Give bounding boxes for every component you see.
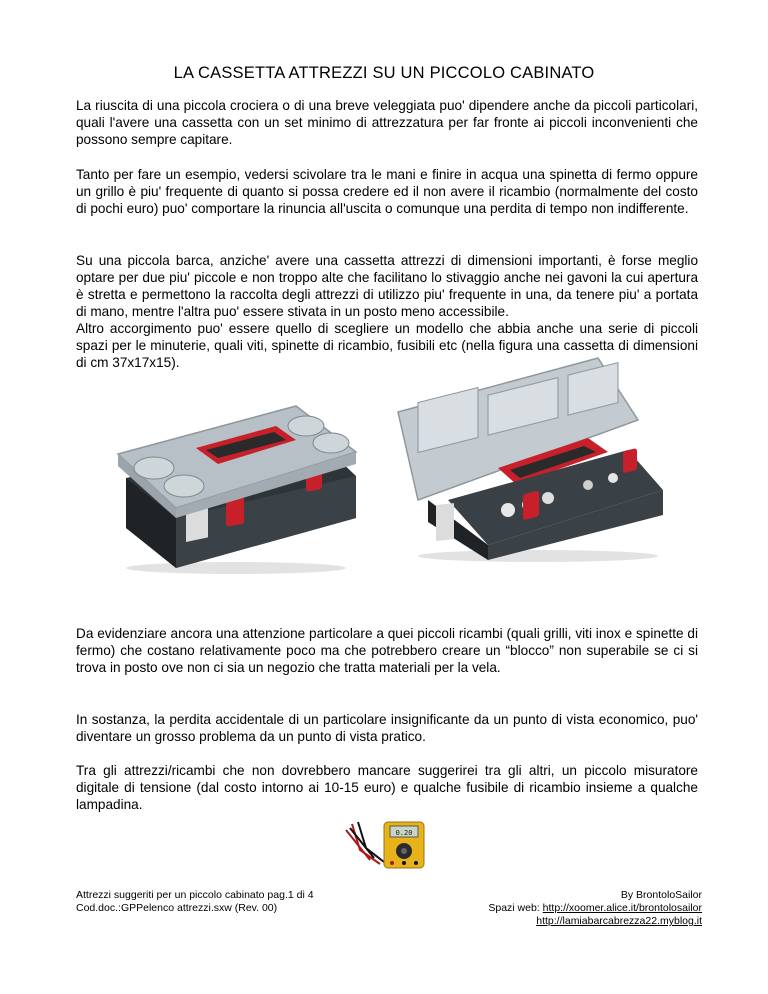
toolbox-closed-image bbox=[106, 368, 360, 578]
footer-link-xoomer[interactable]: http://xoomer.alice.it/brontolosailor bbox=[542, 902, 702, 914]
document-title: LA CASSETTA ATTREZZI SU UN PICCOLO CABINATO bbox=[173, 64, 595, 82]
paragraph-summary: In sostanza, la perdita accidentale di un particolare insignificante da un punto di vista economico, puo' diventare un grosso problema da un punto di vista pratico. bbox=[76, 712, 698, 744]
meter-display: 0.20 bbox=[395, 829, 413, 837]
footer-web-label: Spazi web: bbox=[488, 902, 540, 914]
paragraph-spare-parts: Da evidenziare ancora una attenzione particolare a quei piccoli ricambi (quali grilli, viti inox e spinette di fermo) che costano relativamente poco ma che potrebbero creare un “blocco” non superabile se ci si trova in posto ove non ci sia un negozio che tratta materiali per la vela. bbox=[76, 626, 698, 675]
paragraph-example: Tanto per fare un esempio, vedersi scivolare tra le mani e finire in acqua una spinetta di fermo oppure un grillo è piu' frequente di quanto si possa credere ed il non avere il ricambio (normalmente del costo di pochi euro) puo' comportare la rinuncia all'uscita o comunque una perdita di tempo non indifferente. bbox=[76, 167, 698, 216]
footer-link-myblog[interactable]: http://lamiabarcabrezza22.myblog.it bbox=[536, 915, 702, 927]
footer-page-info: Attrezzi suggeriti per un piccolo cabinato pag.1 di 4 bbox=[76, 889, 314, 901]
footer-author: By BrontoloSailor bbox=[620, 889, 702, 901]
footer-right bbox=[488, 889, 702, 928]
toolbox-open-image bbox=[388, 350, 672, 565]
footer-doc-code: Cod.doc.:GPPelenco attrezzi.sxw (Rev. 00) bbox=[76, 902, 278, 914]
footer-left bbox=[76, 889, 314, 915]
paragraph-intro: La riuscita di una piccola crociera o di una breve veleggiata puo' dipendere anche da piccoli particolari, quali l'avere una cassetta con un set minimo di attrezzatura per far fronte ai piccoli inconvenienti che possono sempre capitare. bbox=[76, 98, 698, 147]
paragraph-small-spaces: Altro accorgimento puo' essere quello di scegliere un modello che abbia anche una serie di piccoli spazi per le minuterie, quali viti, spinette di ricambio, fusibili etc (nella figura una cassetta di dimensioni di cm 37x17x15). bbox=[76, 321, 698, 370]
paragraph-suggestions: Tra gli attrezzi/ricambi che non dovrebbero mancare suggerirei tra gli altri, un piccolo misuratore digitale di tensione (dal costo intorno ai 10-15 euro) e qualche fusibile di ricambio insieme a qualche lampadina. bbox=[76, 763, 698, 812]
paragraph-small-boat: Su una piccola barca, anziche' avere una cassetta attrezzi di dimensioni importanti, è forse meglio optare per due piu' piccole e non troppo alte che facilitano lo stivaggio anche nei gavoni la cui apertura è stretta e permettono la raccolta degli attrezzi di utilizzo piu' frequente in una, da tenere piu' a portata di mano, mentre l'altra puo' essere stivata in un posto meno accessibile. bbox=[76, 253, 698, 319]
multimeter-image bbox=[340, 820, 430, 870]
